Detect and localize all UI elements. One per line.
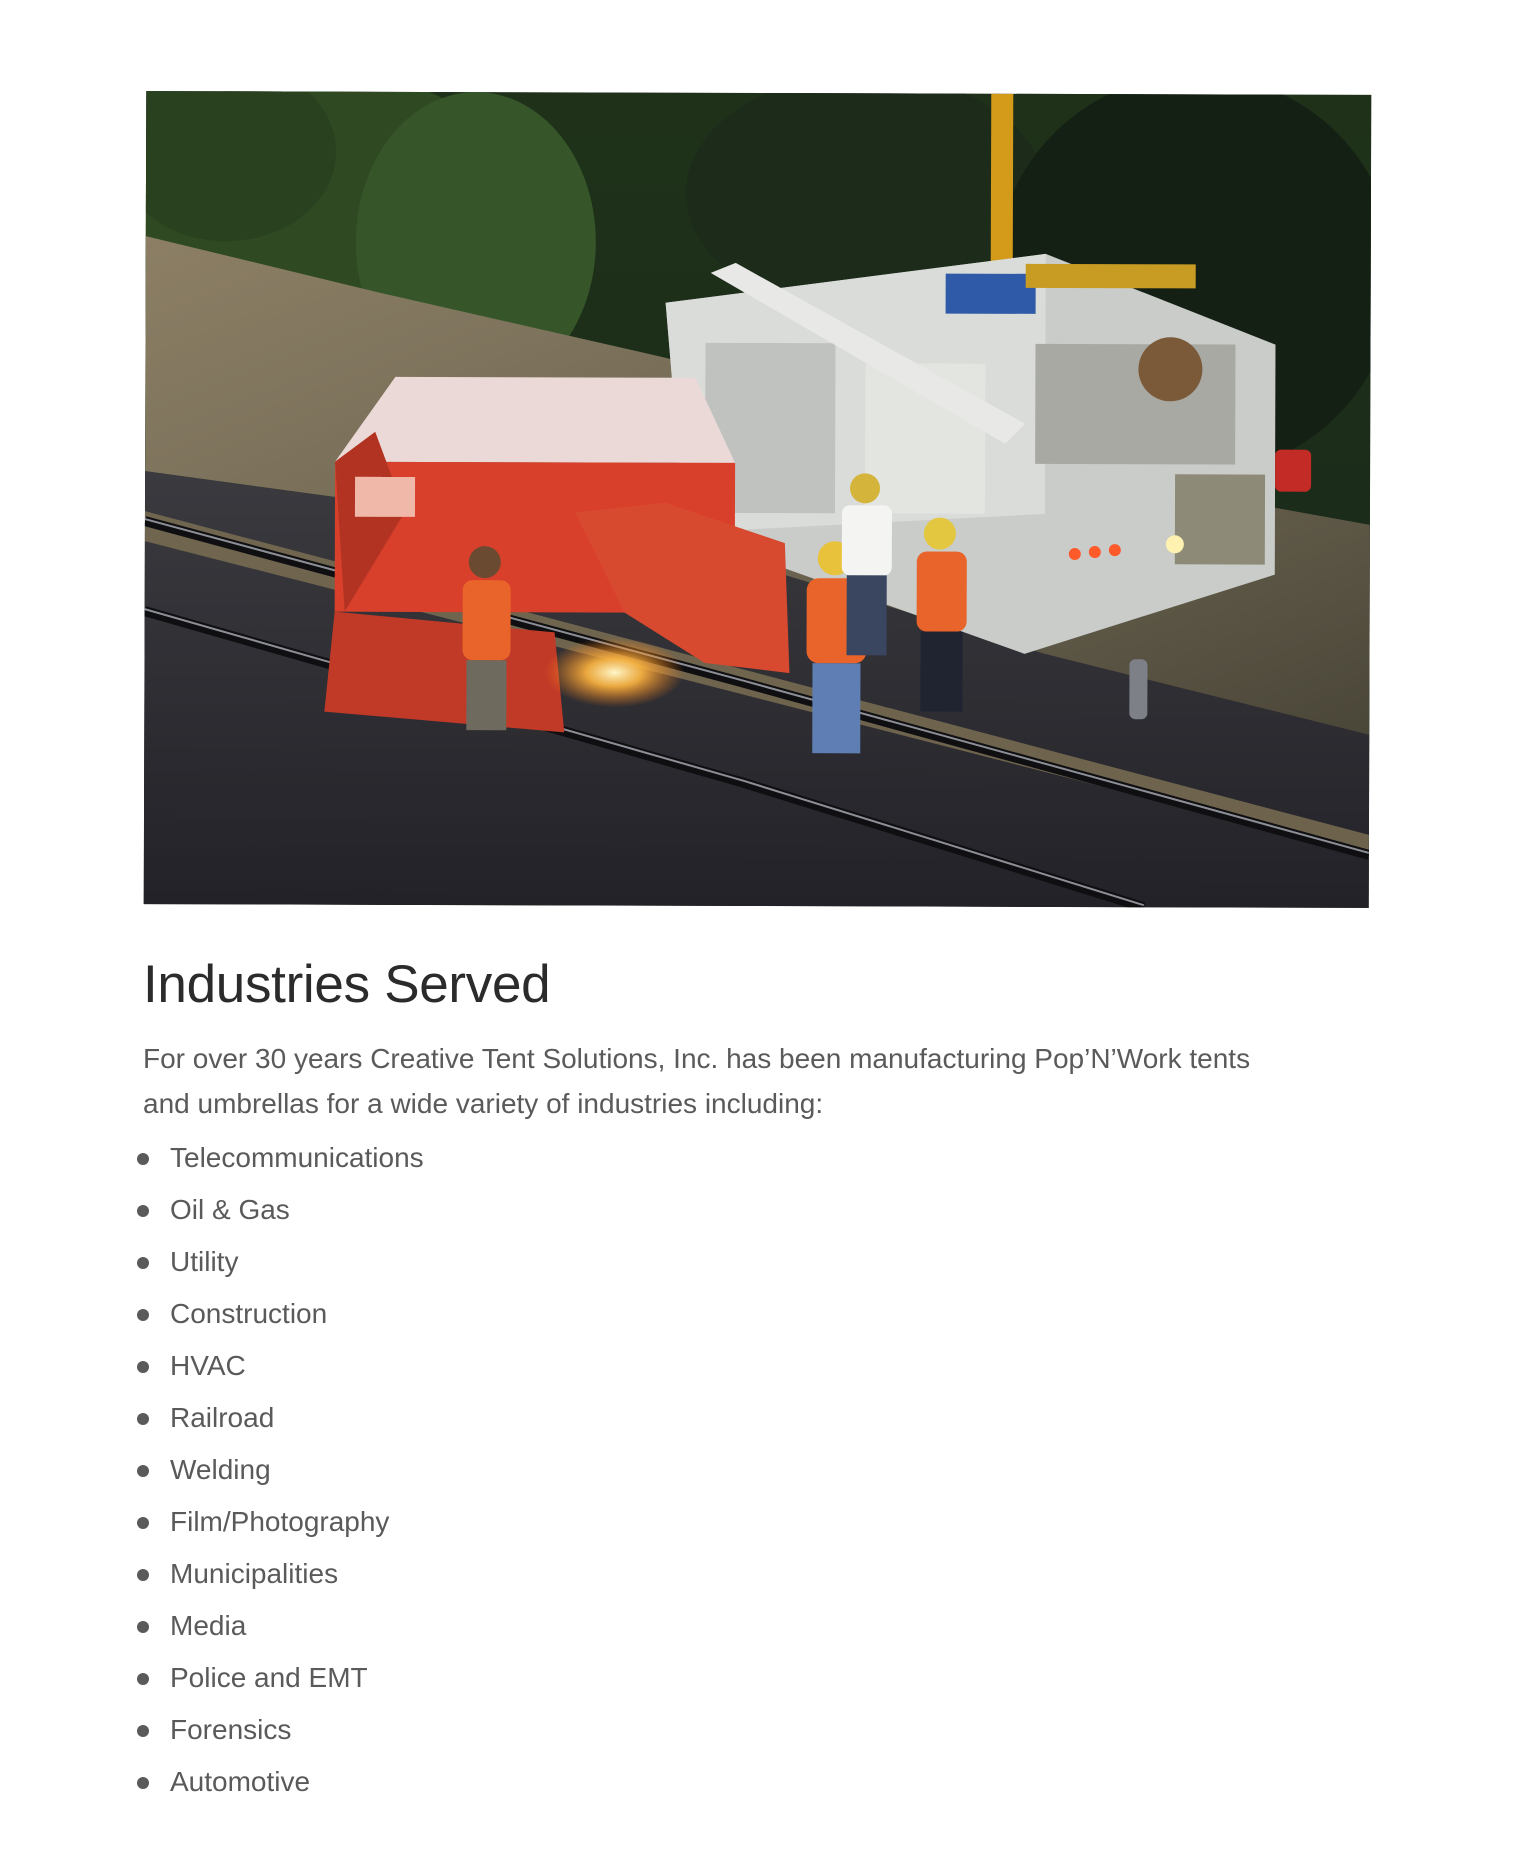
industries-list bbox=[143, 1132, 1373, 1808]
bullet-icon bbox=[137, 1517, 149, 1529]
bullet-icon bbox=[137, 1205, 149, 1217]
list-item bbox=[143, 1184, 1373, 1236]
list-item bbox=[143, 1236, 1373, 1288]
list-item-label: Railroad bbox=[170, 1401, 275, 1433]
industries-section bbox=[143, 955, 1373, 1808]
list-item-label: HVAC bbox=[170, 1349, 246, 1381]
list-item bbox=[143, 1496, 1373, 1548]
list-item bbox=[143, 1600, 1373, 1652]
bullet-icon bbox=[137, 1309, 149, 1321]
list-item-label: Automotive bbox=[170, 1765, 311, 1797]
bullet-icon bbox=[137, 1361, 149, 1373]
list-item-label: Film/Photography bbox=[170, 1505, 390, 1537]
bullet-icon bbox=[137, 1413, 149, 1425]
hero-photo bbox=[144, 91, 1372, 908]
list-item-label: Media bbox=[170, 1609, 247, 1641]
list-item bbox=[143, 1704, 1373, 1756]
list-item bbox=[143, 1548, 1373, 1600]
list-item-label: Construction bbox=[170, 1297, 328, 1329]
list-item bbox=[143, 1756, 1373, 1808]
list-item-label: Oil & Gas bbox=[170, 1193, 290, 1225]
railroad-welding-photo-icon bbox=[144, 91, 1372, 908]
list-item bbox=[143, 1340, 1373, 1392]
bullet-icon bbox=[137, 1777, 149, 1789]
list-item bbox=[143, 1288, 1373, 1340]
section-intro: For over 30 years Creative Tent Solutions, Inc. has been manufacturing Pop’N’Work tents and umbrellas for a wide variety of industries including: bbox=[143, 1042, 1251, 1119]
bullet-icon bbox=[137, 1569, 149, 1581]
list-item-label: Police and EMT bbox=[170, 1661, 368, 1693]
list-item bbox=[143, 1652, 1373, 1704]
bullet-icon bbox=[137, 1465, 149, 1477]
list-item-label: Utility bbox=[170, 1245, 239, 1277]
bullet-icon bbox=[137, 1621, 149, 1633]
list-item bbox=[143, 1444, 1373, 1496]
list-item-label: Telecommunications bbox=[170, 1141, 424, 1173]
section-title: Industries Served bbox=[143, 955, 551, 1014]
list-item-label: Welding bbox=[170, 1453, 271, 1485]
list-item-label: Forensics bbox=[170, 1713, 292, 1745]
list-item bbox=[143, 1132, 1373, 1184]
bullet-icon bbox=[137, 1725, 149, 1737]
list-item-label: Municipalities bbox=[170, 1557, 339, 1589]
bullet-icon bbox=[137, 1153, 149, 1165]
list-item bbox=[143, 1392, 1373, 1444]
bullet-icon bbox=[137, 1673, 149, 1685]
bullet-icon bbox=[137, 1257, 149, 1269]
